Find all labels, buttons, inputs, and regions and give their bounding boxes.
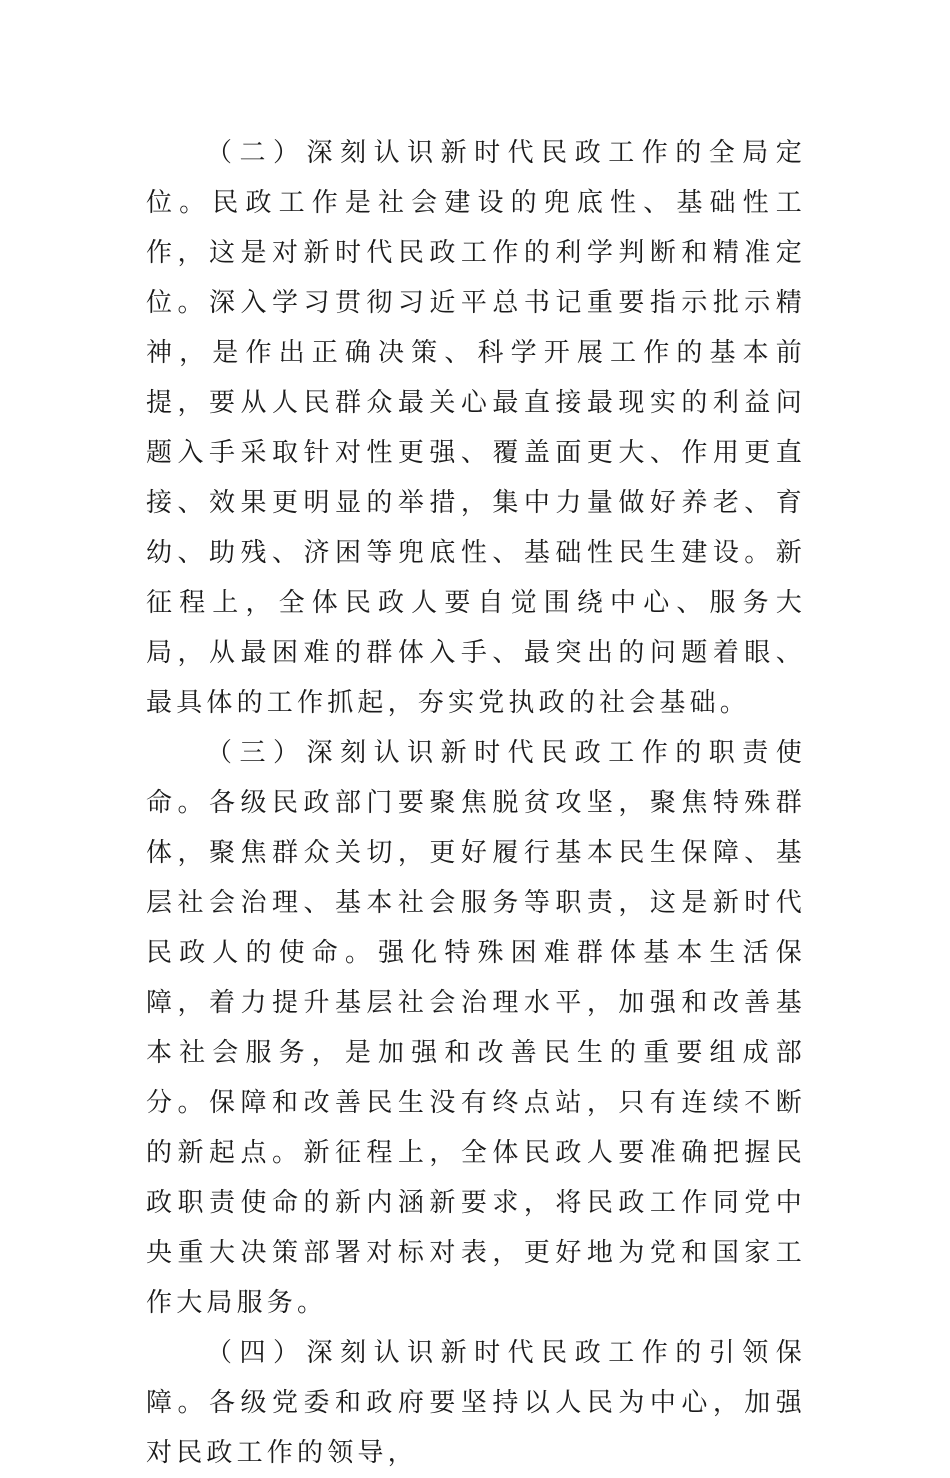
paragraph-4: （四）深刻认识新时代民政工作的引领保障。各级党委和政府要坚持以人民为中心，加强对民政工作的领导， [146, 1338, 806, 1468]
paragraph-3: （三）深刻认识新时代民政工作的职责使命。各级民政部门要聚焦脱贫攻坚，聚焦特殊群体，聚焦群众关切，更好履行基本民生保障、基层社会治理、基本社会服务等职责，这是新时代民政人的使命。强化特殊困难群体基本生活保障，着力提升基层社会治理水平，加强和改善基本社会服务，是加强和改善民生的重要组成部分。保障和改善民生没有终点站，只有连续不断的新起点。新征程上，全体民政人要准确把握民政职责使命的新内涵新要求，将民政工作同党中央重大决策部署对标对表，更好地为党和国家工作大局服务。 [146, 738, 806, 1318]
document-body [146, 128, 806, 1478]
paragraph-2: （二）深刻认识新时代民政工作的全局定位。民政工作是社会建设的兜底性、基础性工作，这是对新时代民政工作的利学判断和精准定位。深入学习贯彻习近平总书记重要指示批示精神，是作出正确决策、科学开展工作的基本前提，要从人民群众最关心最直接最现实的利益问题入手采取针对性更强、覆盖面更大、作用更直接、效果更明显的举措，集中力量做好养老、育幼、助残、济困等兜底性、基础性民生建设。新征程上，全体民政人要自觉围绕中心、服务大局，从最困难的群体入手、最突出的问题着眼、最具体的工作抓起，夯实党执政的社会基础。 [146, 138, 806, 718]
